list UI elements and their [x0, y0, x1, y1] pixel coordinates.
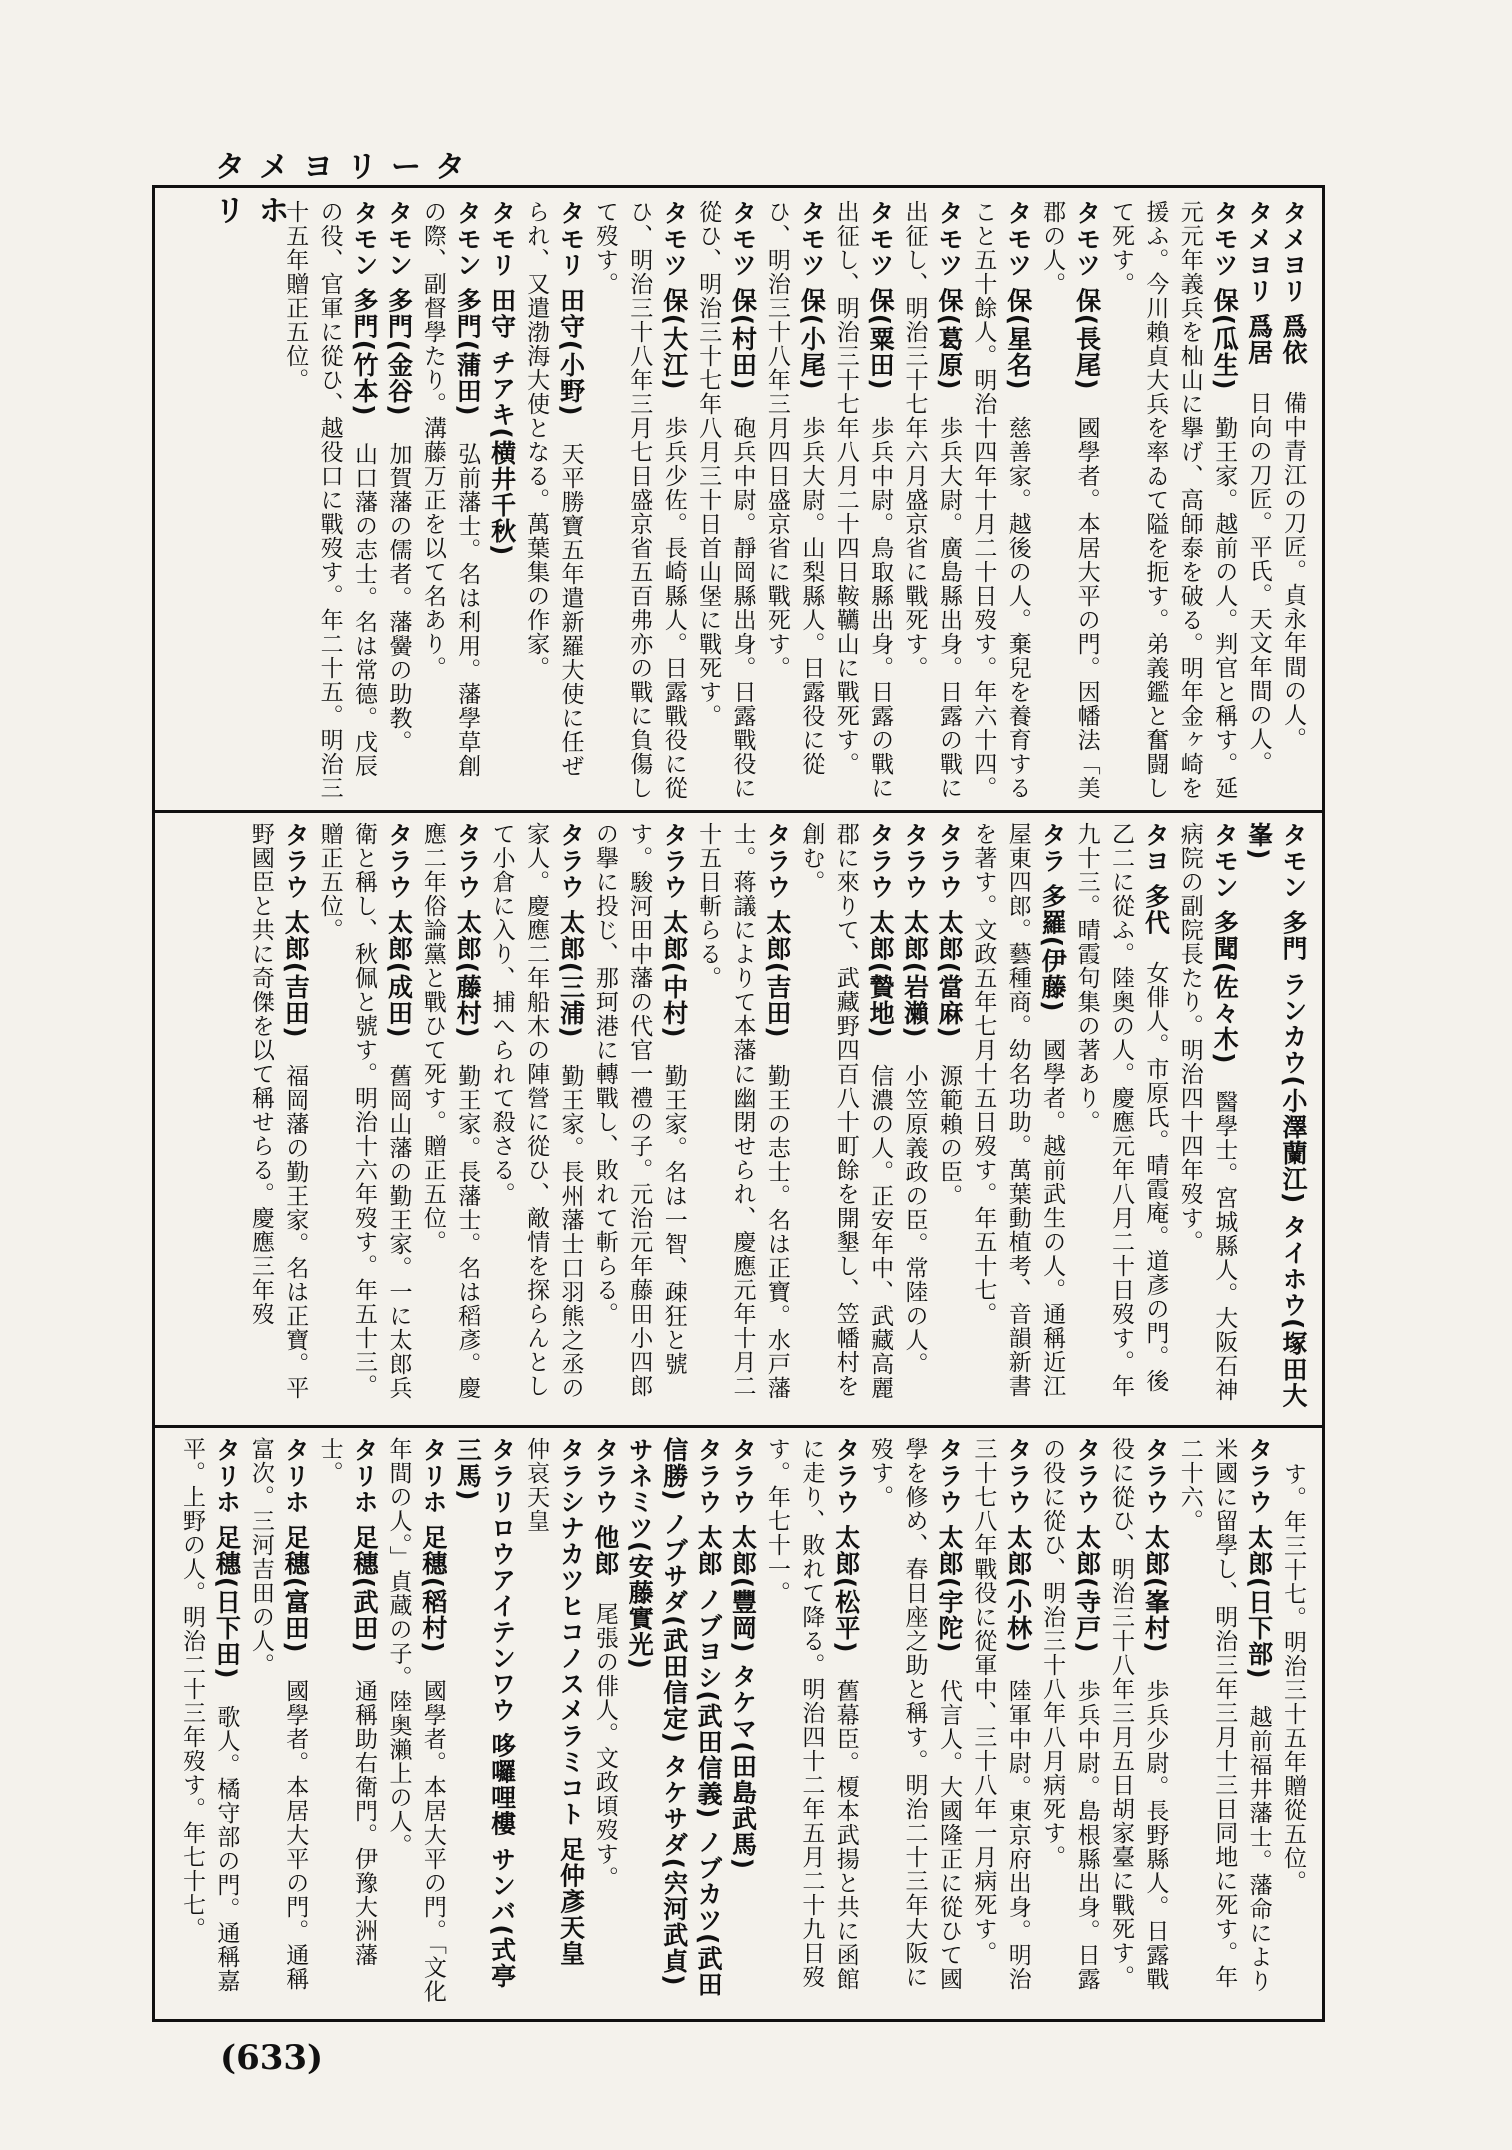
dictionary-entry — [1172, 822, 1241, 1414]
entry-headword: タリホ 足穗(武田) — [350, 1437, 380, 1654]
entry-headword: タラウ 太郎(吉田) — [762, 822, 792, 1039]
entry-headword: タモツ 保(粟田) — [866, 200, 896, 391]
dictionary-entry — [415, 200, 484, 800]
entry-headword: タモツ 保(葛原) — [934, 200, 964, 391]
entry-headword: タラウ 太郎(中村) — [659, 822, 689, 1039]
entry-description: 弘前藩士。名は利用。藩學草創の際、副督學たり。溝藤万正を以て名あり。 — [419, 200, 481, 778]
entry-headword: タモン 多門(金谷) — [384, 200, 414, 417]
entry-description: 越前福井藩士。藩命により米國に留學し、明治三年三月十三日同地に死す。年二十六。 — [1176, 1437, 1272, 1993]
entry-headword: タラウ 太郎(宇陀) — [934, 1437, 964, 1654]
entry-headword: タラウ 太郎 ノブヨシ(武田信義) ノブカツ(武田信勝) ノブサダ(武田信定) タケサダ(宍河武貞) サネミツ(安藤實光) — [625, 1437, 724, 1998]
entry-description: 源範賴の臣。 — [935, 1063, 962, 1208]
band-divider-1 — [152, 810, 1325, 813]
dictionary-entry — [587, 822, 690, 1414]
entry-description: 山口藩の志士。名は常德。戊辰の役、官軍に從ひ、越役口に戰歿す。年二十五。明治三十五年贈正五位。 — [282, 200, 378, 800]
dictionary-entry — [519, 1437, 588, 2012]
dictionary-entry — [1276, 200, 1310, 800]
entry-description: 勤王の志士。名は正寶。水戸藩士。蒋議によりて本藩に幽閉せられ、慶應元年十月二十五日斬らる。 — [695, 822, 790, 1400]
entry-description: 通稱助右衛門。伊豫大洲藩士。 — [316, 1437, 378, 1967]
dictionary-entry — [381, 200, 415, 800]
entry-description: 勤王家。長藩士。名は稻彥。慶應二年俗論黨と戰ひて死す。贈正五位。 — [419, 822, 481, 1400]
dictionary-entry — [794, 822, 897, 1414]
dictionary-entry — [1104, 200, 1242, 800]
entry-headword: タモツ 保(長尾) — [1072, 200, 1102, 391]
entry-headword: タラシナカツヒコノスメラミコト 足仲彥天皇 — [556, 1437, 586, 1967]
entry-description: 尾張の俳人。文政頃歿す。 — [591, 1601, 618, 1890]
entry-headword: タラウ 太郎(贄地) — [866, 822, 896, 1039]
entry-headword: タメヨリ 爲居 — [1244, 200, 1274, 366]
entry-description: 歩兵少尉。長野縣人。日露戰役に從ひ、明治三十八年三月五日胡家臺に戰死す。 — [1107, 1437, 1169, 1991]
entry-description: 歌人。橘守部の門。通稱嘉平。上野の人。明治二十三年歿す。年七十七。 — [179, 1437, 240, 1993]
entry-description: 歩兵大尉。廣島縣出身。日露の戰に出征し、明治三十七年六月盛京省に戰死す。 — [901, 200, 962, 800]
dictionary-entry — [828, 200, 897, 800]
dictionary-entry — [1035, 200, 1104, 800]
dictionary-entry — [312, 822, 415, 1414]
dictionary-entry — [587, 1437, 621, 2012]
dictionary-entry — [278, 200, 381, 800]
entry-headword: タラリロウアイテンワウ 哆囉哩樓 サンバ(式亭三馬) — [453, 1437, 517, 1989]
dictionary-entry — [1241, 200, 1275, 800]
dictionary-entry — [1035, 1437, 1104, 2012]
entry-description: 國學者。越前武生の人。通稱近江屋東四郎。藝種商。幼名功助。萬葉動植考、音韻新書を著す。文政五年七月十五日歿す。年五十七。 — [970, 822, 1066, 1398]
dictionary-entry — [415, 822, 484, 1414]
dictionary-entry — [1104, 1437, 1173, 2012]
entry-headword: タラウ 太郎(寺戸) — [1072, 1437, 1102, 1654]
dictionary-entry — [966, 1437, 1035, 2012]
entry-description: 國學者。本居大平の門。通稱富次。三河吉田の人。 — [247, 1437, 309, 1991]
entry-headword: タラウ 他郎 — [590, 1437, 620, 1577]
entry-description: 慈善家。越後の人。棄兒を養育すること五十餘人。明治十四年十月二十日歿す。年六十四。 — [970, 200, 1031, 800]
entry-headword: タモリ 田守(小野) — [556, 200, 586, 417]
dictionary-entry — [243, 822, 312, 1414]
entry-headword: タラウ 太郎(峯村) — [1141, 1437, 1171, 1654]
entry-headword: タモン 多門(蒲田) — [453, 200, 483, 417]
dictionary-entry — [484, 822, 587, 1414]
entry-description: 勤王家。長州藩士口羽熊之丞の家人。慶應二年船木の陣營に從ひ、敵情を探らんとして小倉に入り、捕へられて殺さる。 — [488, 822, 584, 1400]
dictionary-entry — [1276, 1437, 1310, 2012]
entry-headword: タリホ 足穗(日下田) — [212, 1437, 242, 1680]
entry-headword: タラウ 太郎(日下部) — [1244, 1437, 1274, 1680]
dictionary-entry — [587, 200, 690, 800]
dictionary-entry — [760, 1437, 863, 2012]
entry-headword: タラウ 太郎(當麻) — [934, 822, 964, 1039]
entry-headword: タモリ 田守 チアキ(横井千秋) — [487, 200, 517, 557]
dictionary-entry — [1172, 1437, 1275, 2012]
dictionary-entry — [897, 822, 931, 1414]
entry-headword: タラウ 太郎(藤村) — [453, 822, 483, 1039]
dictionary-entry — [484, 200, 518, 800]
dictionary-entry — [966, 822, 1069, 1414]
entry-headword: タリホ 足穗(富田) — [281, 1437, 311, 1654]
entry-description: 日向の刀匠。平氏。天文年間の人。 — [1245, 390, 1272, 775]
dictionary-entry — [1241, 822, 1310, 1414]
entry-description: 勤王家。名は一智、疎狂と號す。駿河田中藩の代官一禮の子。元治元年藤田小四郎の擧に投じ、那珂港に轉戰し、敗れて斬らる。 — [591, 822, 687, 1398]
entry-headword: タメヨリ 爲依 — [1279, 200, 1308, 366]
entry-headword: タラ 多羅(伊藤) — [1038, 822, 1068, 1013]
entry-description: 仲哀天皇 — [523, 1437, 550, 1533]
entry-description: 天平勝寶五年遣新羅大使に任ぜられ、又遣渤海大使となる。萬葉集の作家。 — [523, 200, 584, 778]
entry-description: 信濃の人。正安年中、武藏高麗郡に來りて、武藏野四百八十町餘を開墾し、笠幡村を創む。 — [798, 822, 894, 1400]
entry-headword: タモツ 保(星名) — [1003, 200, 1033, 391]
entry-band-bottom — [165, 1437, 1310, 2012]
entry-description: す。年三十七。明治三十五年贈從五位。 — [1280, 1462, 1306, 1894]
entry-description: 女俳人。市原氏。晴霞庵。道彥の門。後乙二に從ふ。陸奥の人。慶應元年八月二十日歿す。年九十三。晴霞句集の著あり。 — [1073, 822, 1169, 1398]
entry-headword: タモン 多門 ランカウ(小澤蘭江) タイホウ(塚田大峯) — [1244, 822, 1308, 1409]
entry-headword: タモツ 保(村田) — [728, 200, 758, 391]
entry-headword: タラウ 太郎(吉田) — [281, 822, 311, 1039]
entry-band-top — [165, 200, 1310, 800]
entry-description: 醫學士。宮城縣人。大阪石神病院の副院長たり。明治四十四年歿す。 — [1176, 822, 1238, 1402]
entry-headword: タラウ 太郎(豐岡) タケマ(田島武馬) — [728, 1437, 758, 1871]
entry-description: 勤王家。越前の人。判官と稱す。延元元年義兵を杣山に擧げ、高師泰を破る。明年金ヶ崎を援ふ。今川賴貞大兵を率ゐて隘を扼す。弟義鑑と奮闘して死す。 — [1107, 200, 1238, 800]
entry-description: 砲兵中尉。靜岡縣出身。日露戰役に從ひ、明治三十七年八月三十日首山堡に戰死す。 — [695, 200, 756, 800]
dictionary-entry — [1069, 822, 1172, 1414]
entry-band-middle — [165, 822, 1310, 1414]
dictionary-entry — [622, 1437, 725, 2012]
entry-headword: タラウ 太郎(成田) — [384, 822, 414, 1039]
dictionary-entry — [381, 1437, 450, 2012]
dictionary-entry — [966, 200, 1035, 800]
entry-description: 陸軍中尉。東京府出身。明治三十七八年戰役に從軍中、三十八年一月病死す。 — [970, 1437, 1031, 1991]
entry-description: 代言人。大國隆正に從ひて國學を修め、春日座之助と稱す。明治二十三年大阪に歿す。 — [867, 1437, 962, 1991]
band-divider-2 — [152, 1425, 1325, 1428]
entry-headword: タリホ 足穗(稻村) — [418, 1437, 448, 1654]
entry-description: 歩兵中尉。鳥取縣出身。日露の戰に出征し、明治三十七年八月二十四日鞍韉山に戰死す。 — [832, 200, 894, 800]
entry-headword: タラウ 太郎(岩瀨) — [900, 822, 930, 1039]
dictionary-entry — [450, 1437, 519, 2012]
dictionary-entry — [312, 1437, 381, 2012]
dictionary-entry — [932, 822, 966, 1414]
dictionary-entry — [691, 200, 760, 800]
entry-headword: タモン 多聞(佐々木) — [1210, 822, 1240, 1065]
dictionary-entry — [897, 200, 966, 800]
entry-headword: タモン 多門(竹本) — [350, 200, 380, 417]
running-head: タメヨリータリホ — [215, 150, 479, 229]
entry-headword: タヨ 多代 — [1141, 822, 1171, 936]
entry-description: 備中青江の刀匠。貞永年間の人。 — [1280, 390, 1306, 751]
entry-headword: タモツ 保(大江) — [659, 200, 689, 391]
entry-headword: タラウ 太郎(三浦) — [556, 822, 586, 1039]
entry-headword: タラウ 太郎(松平) — [831, 1437, 861, 1654]
dictionary-entry — [760, 200, 829, 800]
entry-description: 歩兵大尉。山梨縣人。日露役に從ひ、明治三十八年三月四日盛京省に戰死す。 — [763, 200, 825, 776]
page-number: (633) — [220, 2038, 324, 2078]
entry-description: 歩兵中尉。島根縣出身。日露の役に從ひ、明治三十八年八月病死す。 — [1039, 1437, 1100, 1991]
dictionary-entry — [863, 1437, 966, 2012]
entry-headword: タラウ 太郎(小林) — [1003, 1437, 1033, 1654]
entry-description: 國學者。本居大平の門。因幡法「美郡の人。 — [1039, 200, 1100, 800]
dictionary-entry — [175, 1437, 244, 2012]
dictionary-entry — [725, 1437, 759, 2012]
entry-description: 加賀藩の儒者。藩黌の助教。 — [385, 441, 412, 754]
entry-description: 福岡藩の勤王家。名は正寶。平野國臣と共に奇傑を以て稱せらる。慶應三年歿 — [247, 822, 309, 1400]
dictionary-entry — [519, 200, 588, 800]
entry-headword: タモツ 保(瓜生) — [1210, 200, 1240, 391]
entry-description: 歩兵少佐。長崎縣人。日露戰役に從ひ、明治三十八年三月七日盛京省五百弗亦の戰に負傷して歿す。 — [591, 200, 687, 800]
entry-headword: タモツ 保(小尾) — [797, 200, 827, 391]
dictionary-entry — [691, 822, 794, 1414]
entry-description: 小笠原義政の臣。常陸の人。 — [901, 1063, 928, 1376]
entry-description: 舊岡山藩の勤王家。一に太郎兵衛と稱し、秋佩と號す。明治十六年歿す。年五十三。贈正五位。 — [316, 822, 412, 1400]
entry-description: 舊幕臣。榎本武揚と共に函館に走り、敗れて降る。明治四十二年五月二十九日歿す。年七十一。 — [763, 1437, 859, 1991]
entry-description: 國學者。本居大平の門。「文化年間の人。」貞蔵の子。陸奥瀨上の人。 — [385, 1437, 446, 2004]
dictionary-entry — [243, 1437, 312, 2012]
